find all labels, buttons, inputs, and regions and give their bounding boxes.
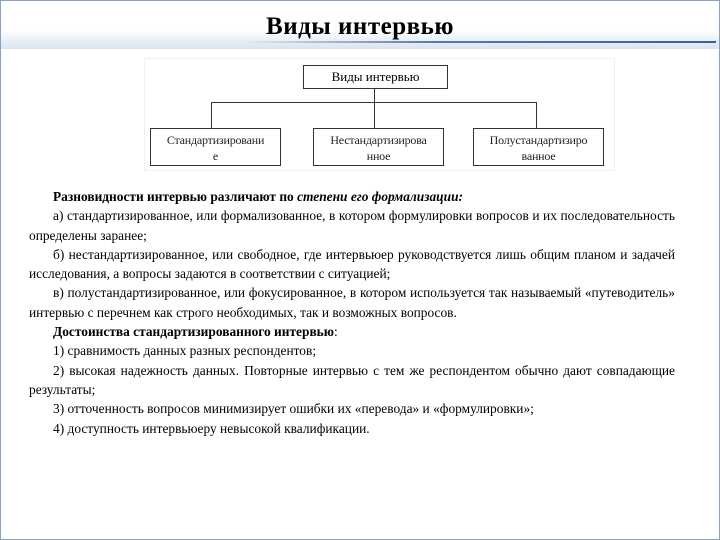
advantages-heading-text: Достоинства стандартизированного интервью <box>53 324 334 340</box>
connector-right <box>536 102 537 128</box>
node-label-line1: Полустандартизиро <box>489 133 588 147</box>
diagram-node-standardized <box>150 128 281 166</box>
title-underline <box>241 41 716 43</box>
hierarchy-diagram <box>144 58 615 171</box>
item-c: в) полустандартизированное, или фокусированное, в котором используется так называемый «путеводитель» интервью с перечнем как строго необходимых, так и возможных вопросов. <box>29 285 675 320</box>
intro-paragraph <box>29 187 675 206</box>
item-a: а) стандартизированное, или формализованное, в котором формулировки вопросов и их последовательность определены заранее; <box>29 208 675 243</box>
intro-italic-text: степени его формализации: <box>297 189 463 204</box>
title-bar <box>1 1 719 49</box>
body-text <box>29 187 675 438</box>
advantage-2: 2) высокая надежность данных. Повторные интервью с тем же респондентом обычно дают совпадающие результаты; <box>29 362 675 397</box>
item-b: б) нестандартизированное, или свободное, где интервьюер руководствуется лишь общим планом и задачей исследования, а вопросы задаются в соответствии с ситуацией; <box>29 246 675 282</box>
connector-middle <box>374 102 375 128</box>
node-label-line2: е <box>212 149 219 163</box>
connector-left <box>211 102 212 128</box>
intro-text: Разновидности интервью различают по <box>53 189 298 204</box>
advantage-1: 1) сравнимость данных разных респондентов; <box>53 343 317 359</box>
node-label-line1: Нестандартизирова <box>330 133 427 147</box>
advantages-heading <box>29 322 675 341</box>
node-label-line2: ванное <box>521 149 556 163</box>
node-label-line1: Стандартизировани <box>166 133 265 147</box>
slide-title: Виды интервью <box>266 13 454 40</box>
advantage-3: 3) отточенность вопросов минимизирует ошибки их «перевода» и «формулировки»; <box>53 401 534 417</box>
diagram-node-nonstandardized <box>313 128 444 166</box>
diagram-root-node: Виды интервью <box>303 65 448 89</box>
advantages-colon: : <box>334 324 338 340</box>
node-label-line2: нное <box>366 149 391 163</box>
diagram-node-semistandardized <box>473 128 604 166</box>
advantage-4: 4) доступность интервьюеру невысокой квалификации. <box>53 420 370 436</box>
connector-root-stem <box>374 89 375 102</box>
